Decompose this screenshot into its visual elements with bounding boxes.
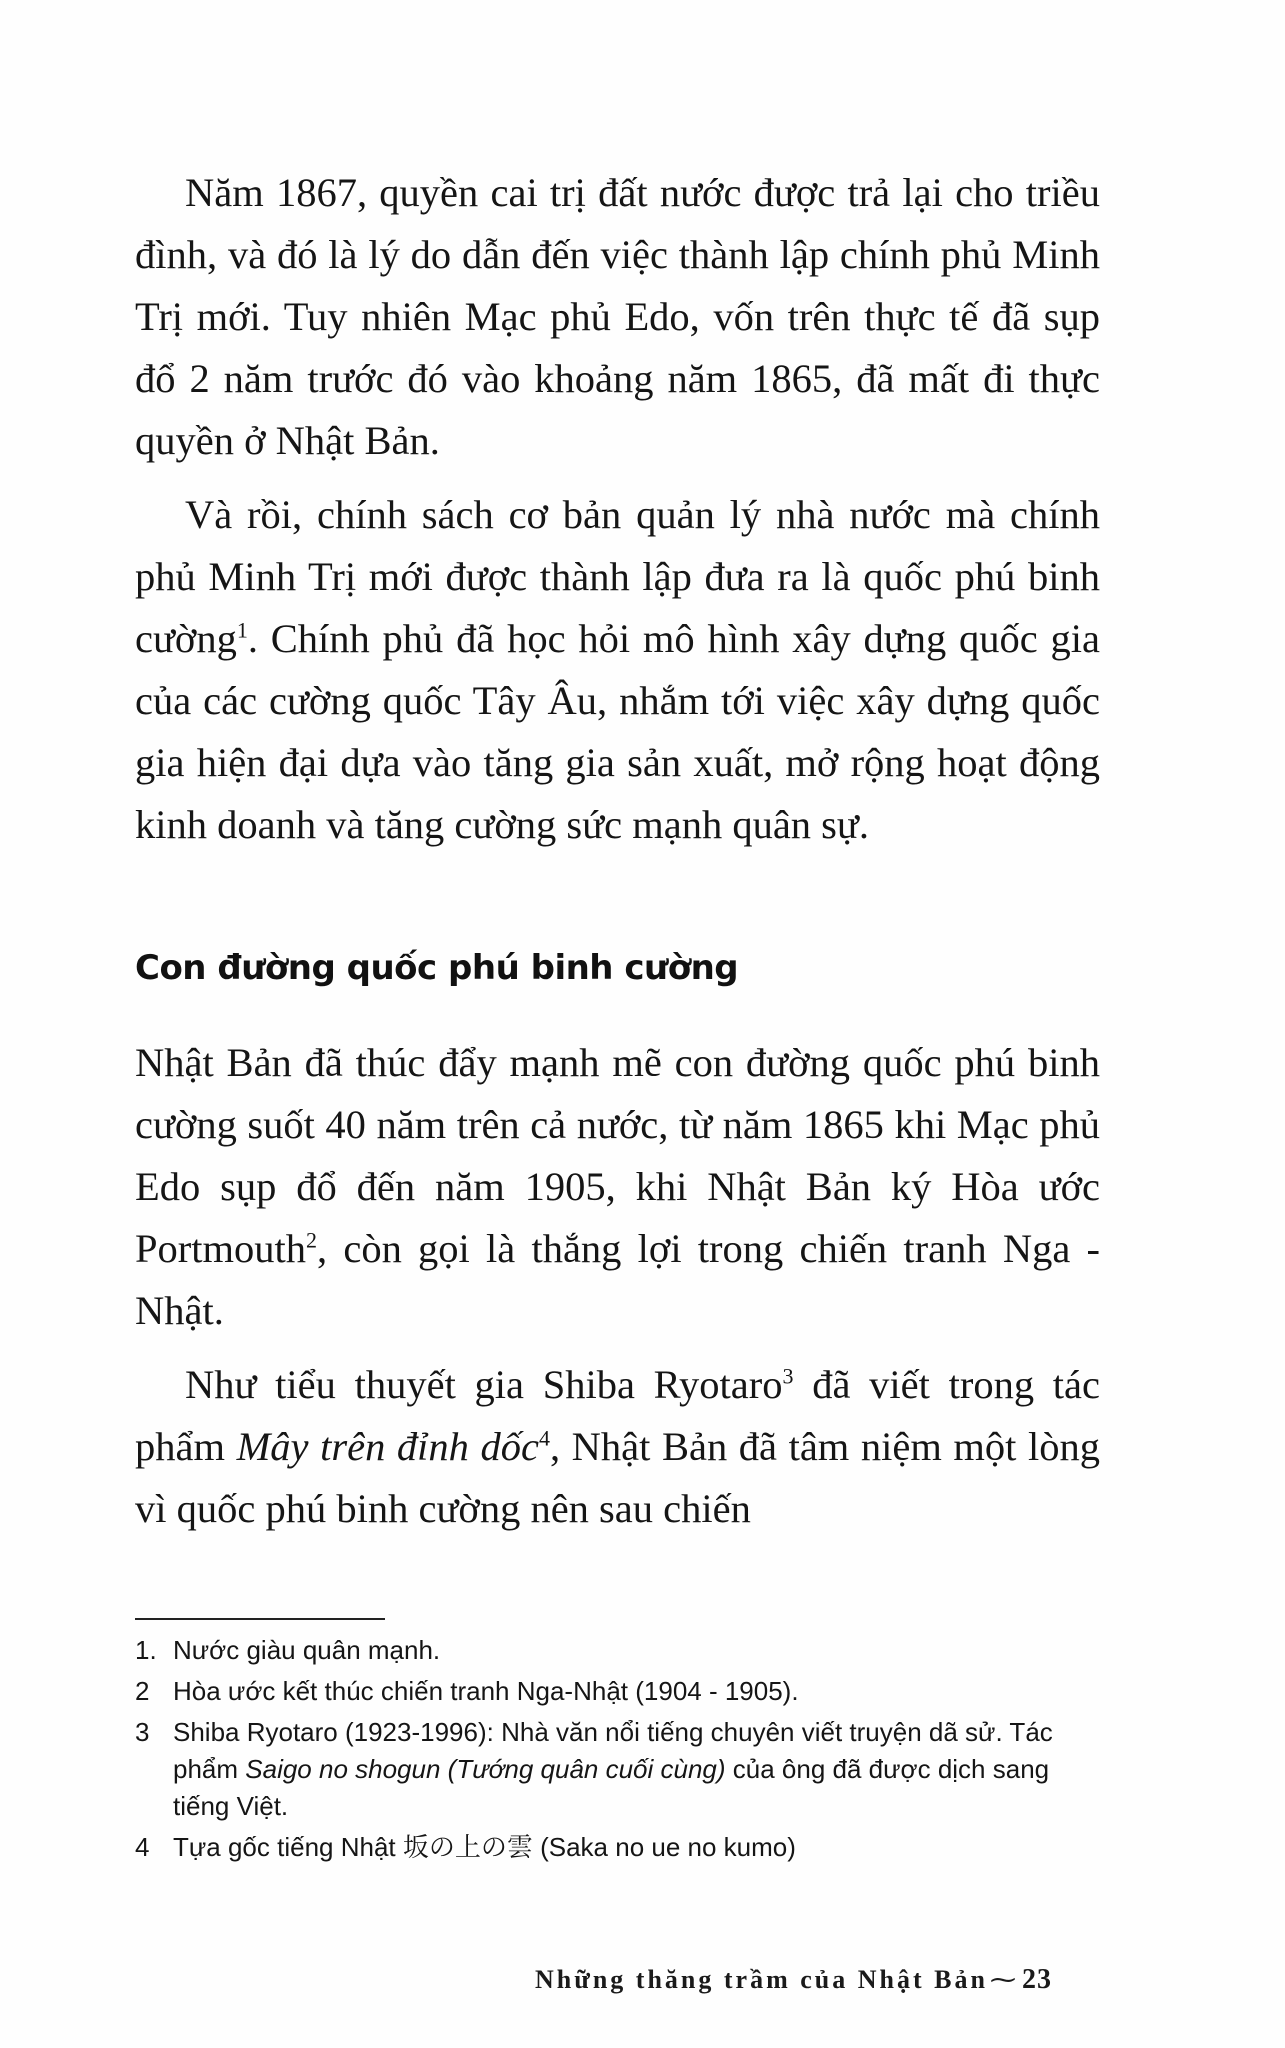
- footnote-number: 4: [135, 1832, 150, 1862]
- paragraph-2: Và rồi, chính sách cơ bản quản lý nhà nước mà chính phủ Minh Trị mới được thành lập đưa ra là quốc phú binh cường$^1$. Chính phủ đã học hỏi mô hình xây dựng quốc gia của các cường quốc Tây Âu, nhắm tới việc xây dựng quốc gia hiện đại dựa vào tăng gia sản xuất, mở rộng hoạt động kinh doanh và tăng cường sức mạnh quân sự.: [135, 492, 1100, 847]
- footnote-1: [135, 1632, 1100, 1669]
- italic-title: Mây trên đỉnh dốc: [236, 1424, 539, 1469]
- paragraph-3: Nhật Bản đã thúc đẩy mạnh mẽ con đường quốc phú binh cường suốt 40 năm trên cả nước, từ năm 1865 khi Mạc phủ Edo sụp đổ đến năm 1905, khi Nhật Bản ký Hòa ước Portmouth$^2$, còn gọi là thắng lợi trong chiến tranh Nga - Nhật.: [135, 1040, 1100, 1333]
- book-title: Những thăng trầm của Nhật Bản: [535, 1965, 988, 1994]
- footnote-divider: [135, 1618, 385, 1620]
- footnote-4: [135, 1829, 1100, 1866]
- footnote-text: Tựa gốc tiếng Nhật 坂の上の雲 (Saka no ue no kumo): [173, 1832, 796, 1862]
- italic-title: Saigo no shogun (Tướng quân cuối cùng): [245, 1754, 726, 1784]
- paragraph-1: Năm 1867, quyền cai trị đất nước được trả lại cho triều đình, và đó là lý do dẫn đến việc thành lập chính phủ Minh Trị mới. Tuy nhiên Mạc phủ Edo, vốn trên thực tế đã sụp đổ 2 năm trước đó vào khoảng năm 1865, đã mất đi thực quyền ở Nhật Bản.: [135, 170, 1100, 463]
- footnote-text: Nước giàu quân mạnh.: [173, 1635, 441, 1665]
- footnote-number: 2: [135, 1676, 150, 1706]
- body-block-top: [135, 162, 1100, 856]
- footnote-ref: 3: [782, 1363, 794, 1389]
- page-number: 23: [1021, 1964, 1052, 1995]
- body-block-bottom: [135, 1032, 1100, 1540]
- footnote-number: 3: [135, 1717, 150, 1747]
- separator-dash: ⁓: [989, 1965, 1016, 1994]
- footnote-3: [135, 1714, 1100, 1825]
- section-heading: Con đường quốc phú binh cường: [135, 948, 739, 988]
- footnote-ref: 4: [538, 1425, 550, 1451]
- footnote-text: Shiba Ryotaro (1923-1996): Nhà văn nổi tiếng chuyên viết truyện dã sử. Tác phẩm Saigo no shogun (Tướng quân cuối cùng) của ông đã được dịch sang tiếng Việt.: [173, 1717, 1053, 1821]
- footnote-text: Hòa ước kết thúc chiến tranh Nga-Nhật (1904 - 1905).: [173, 1676, 799, 1706]
- footnote-ref: 1: [236, 617, 248, 643]
- running-footer: [535, 1964, 1052, 1996]
- paragraph-4: Như tiểu thuyết gia Shiba Ryotaro$^3$ đã viết trong tác phẩm Mây trên đỉnh dốc$^4$, Nhật Bản đã tâm niệm một lòng vì quốc phú binh cường nên sau chiến: [135, 1362, 1100, 1531]
- footnotes: [135, 1632, 1100, 1870]
- footnote-ref: 2: [306, 1227, 318, 1253]
- footnote-2: [135, 1673, 1100, 1710]
- footnote-number: 1.: [135, 1635, 157, 1665]
